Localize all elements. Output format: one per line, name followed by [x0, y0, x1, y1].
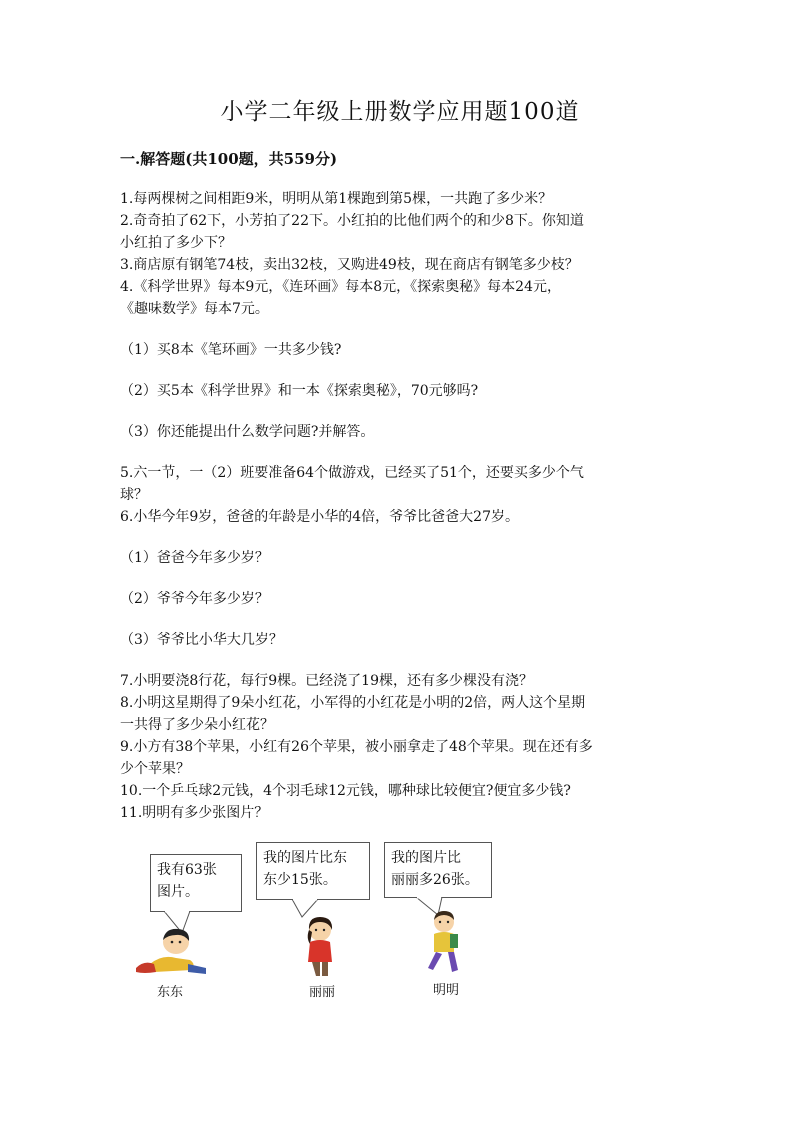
page-title: 小学二年级上册数学应用题100道	[220, 99, 580, 125]
problem-list	[120, 188, 680, 824]
problem-1: 1.每两棵树之间相距9米，明明从第1棵跑到第5棵，一共跑了多少米？	[120, 191, 553, 207]
problem-11-illustration	[120, 838, 520, 1018]
boy-dongdong-illustration	[132, 924, 212, 980]
bubble-text-line: 我的图片比东	[263, 850, 347, 866]
problem-6: 6.小华今年9岁，爸爸的年龄是小华的4倍，爷爷比爸爸大27岁。	[120, 509, 519, 525]
bubble-text-line: 我有63张	[157, 862, 217, 878]
bubble-text-line: 我的图片比	[391, 850, 461, 866]
problem-11: 11.明明有多少张图片？	[120, 805, 269, 821]
problem-8-line1: 8.小明这星期得了9朵小红花，小军得的小红花是小明的2倍，两人这个星期	[120, 695, 586, 711]
problem-10: 10.一个乒乓球2元钱，4个羽毛球12元钱，哪种球比较便宜?便宜多少钱?	[120, 783, 571, 799]
girl-lili-illustration	[296, 914, 346, 980]
problem-9-line2: 少个苹果？	[120, 761, 190, 777]
problem-5-line1: 5.六一节，一（2）班要准备64个做游戏，已经买了51个，还要买多少个气	[120, 465, 584, 481]
problem-4-q1: （1）买8本《笔环画》一共多少钱?	[120, 342, 342, 358]
problem-4-q3: （3）你还能提出什么数学问题?并解答。	[120, 424, 375, 440]
problem-3: 3.商店原有钢笔74枝，卖出32枝，又购进49枝，现在商店有钢笔多少枝？	[120, 257, 579, 273]
speech-bubble-dongdong	[150, 854, 242, 912]
problem-4-line2: 《趣味数学》每本7元。	[120, 301, 269, 317]
speech-bubble-lili	[256, 842, 370, 900]
bubble-text-line: 东少15张。	[263, 872, 337, 888]
name-label-dongdong: 东东	[156, 985, 183, 1000]
problem-7: 7.小明要浇8行花，每行9棵。已经浇了19棵，还有多少棵没有浇？	[120, 673, 533, 689]
name-label-mingming: 明明	[432, 983, 459, 998]
problem-4-q2: （2）买5本《科学世界》和一本《探索奥秘》，70元够吗?	[120, 383, 479, 399]
problem-6-q3: （3）爷爷比小华大几岁？	[120, 632, 283, 648]
problem-9-line1: 9.小方有38个苹果，小红有26个苹果，被小丽拿走了48个苹果。现在还有多	[120, 739, 593, 755]
problem-5-line2: 球？	[120, 487, 148, 503]
bubble-text-line: 丽丽多26张。	[391, 872, 479, 888]
problem-2-line2: 小红拍了多少下？	[120, 235, 232, 251]
problem-4-line1: 4.《科学世界》每本9元，《连环画》每本8元，《探索奥秘》每本24元，	[120, 279, 561, 295]
boy-mingming-illustration	[420, 908, 470, 978]
bubble-text-line: 图片。	[157, 884, 199, 900]
problem-6-q1: （1）爸爸今年多少岁？	[120, 550, 269, 566]
speech-bubble-mingming	[384, 842, 492, 898]
section-heading: 一.解答题(共100题，共559分)	[120, 150, 338, 168]
name-label-lili: 丽丽	[308, 985, 335, 1000]
problem-2-line1: 2.奇奇拍了62下，小芳拍了22下。小红拍的比他们两个的和少8下。你知道	[120, 213, 584, 229]
problem-6-q2: （2）爷爷今年多少岁？	[120, 591, 269, 607]
problem-8-line2: 一共得了多少朵小红花？	[120, 717, 274, 733]
